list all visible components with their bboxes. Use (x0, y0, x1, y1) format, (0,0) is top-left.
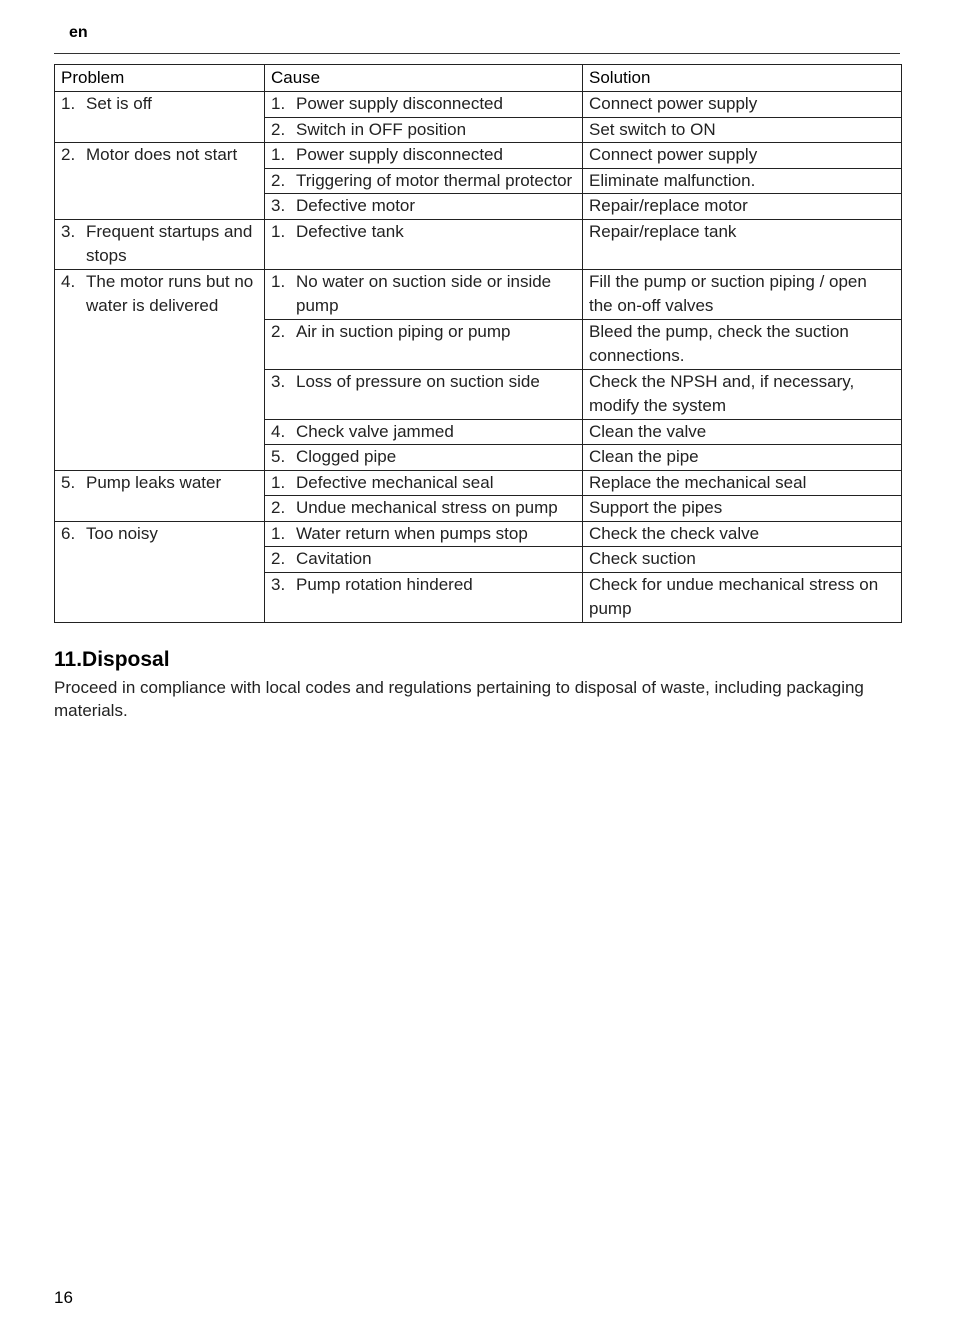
table-row (55, 219, 902, 269)
cause-number: 1. (271, 523, 286, 543)
problem-number: 2. (61, 145, 76, 164)
troubleshooting-table (54, 64, 902, 623)
solution-cell: Check suction (583, 547, 902, 573)
solution-cell: Clean the pipe (583, 445, 902, 471)
cause-text: Loss of pressure on suction side (296, 371, 540, 391)
problem-text: Motor does not start (86, 145, 238, 164)
cause-text: Power supply disconnected (296, 94, 503, 113)
cause-cell (265, 319, 583, 369)
cause-cell (265, 369, 583, 419)
cause-number: 3. (271, 371, 286, 391)
cause-cell (265, 117, 583, 143)
table-row (55, 470, 902, 496)
cause-text: Clogged pipe (296, 447, 397, 466)
cause-text: Defective mechanical seal (296, 472, 494, 492)
problem-text: Pump leaks water (86, 472, 222, 492)
cause-cell (265, 194, 583, 220)
solution-cell: Support the pipes (583, 496, 902, 522)
problem-cell (55, 92, 265, 143)
cause-number: 5. (271, 447, 286, 466)
table-row (55, 521, 902, 547)
column-header-solution: Solution (583, 65, 902, 92)
cause-text: Defective tank (296, 221, 404, 241)
cause-number: 2. (271, 170, 286, 190)
table-row (55, 92, 902, 118)
cause-text: Switch in OFF position (296, 119, 467, 139)
problem-text: Too noisy (86, 523, 158, 543)
cause-number: 2. (271, 321, 286, 341)
problem-number: 6. (61, 523, 76, 543)
cause-text: No water on suction side or inside pump (296, 271, 552, 315)
cause-number: 2. (271, 498, 286, 517)
problem-text: The motor runs but no water is delivered (86, 271, 254, 315)
cause-cell (265, 419, 583, 445)
cause-cell (265, 269, 583, 319)
language-label: en (69, 24, 88, 41)
cause-cell (265, 572, 583, 622)
cause-number: 2. (271, 119, 286, 139)
cause-number: 1. (271, 94, 286, 113)
header-divider (54, 53, 900, 54)
solution-cell: Check for undue mechanical stress on pump (583, 572, 902, 622)
cause-number: 1. (271, 221, 286, 241)
cause-text: Cavitation (296, 549, 372, 568)
column-header-problem: Problem (55, 65, 265, 92)
section-heading: 11.Disposal (54, 648, 170, 671)
solution-cell: Replace the mechanical seal (583, 470, 902, 496)
cause-text: Pump rotation hindered (296, 574, 473, 594)
cause-number: 3. (271, 574, 286, 594)
column-header-cause: Cause (265, 65, 583, 92)
cause-number: 4. (271, 421, 286, 441)
cause-text: Check valve jammed (296, 421, 454, 441)
problem-number: 1. (61, 94, 76, 113)
solution-cell: Set switch to ON (583, 117, 902, 143)
cause-number: 1. (271, 145, 286, 164)
table-row (55, 269, 902, 319)
cause-number: 1. (271, 271, 286, 291)
problem-text: Frequent startups and stops (86, 221, 253, 265)
problem-cell (55, 143, 265, 220)
solution-cell: Repair/replace tank (583, 219, 902, 269)
cause-text: Defective motor (296, 196, 416, 215)
problem-number: 5. (61, 472, 76, 492)
solution-cell: Check the NPSH and, if necessary, modify the system (583, 369, 902, 419)
solution-cell: Eliminate malfunction. (583, 168, 902, 194)
solution-cell: Check the check valve (583, 521, 902, 547)
section-body: Proceed in compliance with local codes and regulations pertaining to disposal of waste, including packaging materials. (54, 678, 864, 720)
cause-cell (265, 521, 583, 547)
problem-number: 3. (61, 221, 76, 241)
cause-number: 1. (271, 472, 286, 492)
cause-cell (265, 92, 583, 118)
cause-cell (265, 143, 583, 169)
solution-cell: Repair/replace motor (583, 194, 902, 220)
page-number: 16 (54, 1288, 73, 1307)
cause-number: 3. (271, 196, 286, 215)
cause-cell (265, 168, 583, 194)
cause-text: Power supply disconnected (296, 145, 503, 164)
table-header-row (55, 65, 902, 92)
solution-cell: Fill the pump or suction piping / open the on-off valves (583, 269, 902, 319)
cause-text: Air in suction piping or pump (296, 321, 511, 341)
solution-cell: Clean the valve (583, 419, 902, 445)
cause-cell (265, 547, 583, 573)
cause-cell (265, 470, 583, 496)
cause-cell (265, 445, 583, 471)
cause-text: Undue mechanical stress on pump (296, 498, 558, 517)
table-row (55, 143, 902, 169)
cause-number: 2. (271, 549, 286, 568)
problem-cell (55, 521, 265, 622)
cause-text: Triggering of motor thermal protector (296, 170, 573, 190)
cause-cell (265, 496, 583, 522)
problem-number: 4. (61, 271, 76, 291)
problem-text: Set is off (86, 94, 152, 113)
problem-cell (55, 269, 265, 470)
problem-cell (55, 470, 265, 521)
cause-cell (265, 219, 583, 269)
solution-cell: Bleed the pump, check the suction connections. (583, 319, 902, 369)
problem-cell (55, 219, 265, 269)
table-body (55, 92, 902, 623)
solution-cell: Connect power supply (583, 92, 902, 118)
cause-text: Water return when pumps stop (296, 523, 528, 543)
solution-cell: Connect power supply (583, 143, 902, 169)
